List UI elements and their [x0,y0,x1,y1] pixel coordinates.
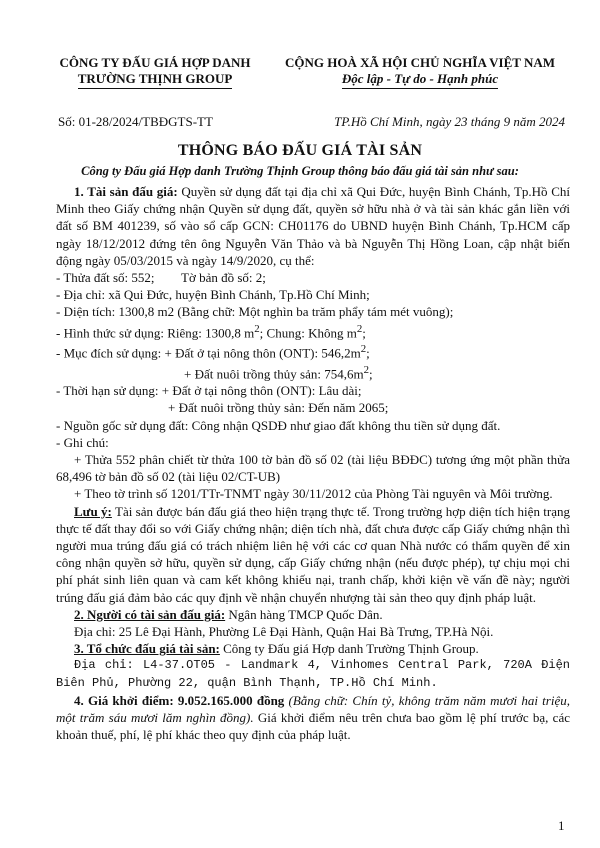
page-number: 1 [558,818,565,833]
term-line-2: + Đất nuôi trồng thủy sản: Đến năm 2065; [168,400,389,416]
section-1-label: 1. Tài sản đấu giá: [74,184,178,199]
caution-label: Lưu ý: [74,503,112,519]
company-name-line1: CÔNG TY ĐẤU GIÁ HỢP DANH [59,55,251,70]
usage-form-private: - Hình thức sử dụng: Riêng: 1300,8 m [56,324,255,340]
map-sheet-number: Tờ bản đồ số: 2; [181,270,266,286]
document-subtitle: Công ty Đấu giá Hợp danh Trường Thịnh Group thông báo đấu giá tài sản như sau: [81,164,519,178]
usage-form-line [56,321,570,342]
section-1-text: Quyền sử dụng đất tại địa chỉ xã Qui Đức, huyện Bình Chánh, Tp.Hồ Chí Minh theo Giấy chứng nhận Quyền sử dụng đất, quyền sở hữu nhà ở và tài sản khác gắn liền với đất số BM 401239, số vào sổ cấp GCN: CH01176 do UBND huyện Bình Chánh, Tp.HCM cấp ngày 18/12/2012 đứng tên ông Nguyễn Văn Thảo và bà Nguyễn Thị Hồng Loan, cập nhật biến động ngày 05/03/2015 và ngày 14/9/2020, cụ thể: [56,184,570,268]
section-4-words: (Bằng chữ: Chín tỷ, không trăm năm mươi hai triệu, một trăm sáu mươi lăm nghìn đồng). [56,692,570,726]
superscript: 2 [363,363,369,376]
purpose-end: ; [369,366,373,382]
section-4 [56,692,570,744]
note-2: + Theo tờ trình số 1201/TTr-TNMT ngày 30/11/2012 của Phòng Tài nguyên và Môi trường. [74,486,553,502]
usage-form-end: ; [362,324,366,340]
country-name: CỘNG HOÀ XÃ HỘI CHỦ NGHĨA VIỆT NAM [284,55,556,70]
superscript: 2 [254,322,260,335]
parcel-line [56,269,570,286]
document-date: TP.Hồ Chí Minh, ngày 23 tháng 9 năm 2024 [334,114,565,129]
document-body [56,183,570,743]
term-line-1: - Thời hạn sử dụng: + Đất ở tại nông thôn (ONT): Lâu dài; [56,383,362,399]
purpose-line-2 [56,362,570,383]
purpose-ont: - Mục đích sử dụng: + Đất ở tại nông thôn (ONT): 546,2m [56,345,361,361]
address-line: - Địa chỉ: xã Qui Đức, huyện Bình Chánh, Tp.Hồ Chí Minh; [56,287,370,303]
section-2-text: Ngân hàng TMCP Quốc Dân. [225,606,383,622]
company-header [40,55,270,89]
national-header [270,55,570,89]
section-2 [56,606,570,623]
national-motto: Độc lập - Tự do - Hạnh phúc [342,71,498,89]
section-3-label: 3. Tổ chức đấu giá tài sản: [74,641,220,657]
note-label: - Ghi chú: [56,434,109,450]
section-1-intro [56,183,570,269]
company-name-line2: TRƯỜNG THỊNH GROUP [78,71,233,89]
section-4-text: Giá khởi điểm nêu trên chưa bao gồm lệ phí trước bạ, các khoản thuế, phí, lệ phí khác theo quy định của pháp luật. [56,710,570,743]
origin-line: - Nguồn gốc sử dụng đất: Công nhận QSDĐ như giao đất không thu tiền sử dụng đất. [56,417,501,433]
caution-text: Tài sản được bán đấu giá theo hiện trạng thực tế. Trong trường hợp diện tích hiện trạng thực tế đất thay đổi so với Giấy chứng nhận; diện tích nhà, đất chưa được cấp Giấy chứng nhận thì người mua trúng đấu giá có trách nhiệm liên hệ với các cơ quan Nhà nước có thẩm quyền để xin công nhận quyền sở hữu, quyền sử dụng, cấp Giấy chứng nhận (nếu được phép), tự chịu mọi chi phí phát sinh liên quan và cam kết không khiếu nại, tranh chấp, khởi kiện về vấn đề này; người trúng đấu giá đảm bảo các quy định về nhận chuyển nhượng tài sản theo quy định pháp luật. [56,503,570,605]
purpose-end: ; [366,345,370,361]
note-1: + Thửa 552 phân chiết từ thửa 100 tờ bản đồ số 02 (tài liệu BĐĐC) tương ứng một phần thửa 68,496 tờ bản đồ số 02 (tài liệu 02/CT-UB) [56,452,570,485]
section-2-label: 2. Người có tài sản đấu giá: [74,606,226,622]
superscript: 2 [356,322,363,335]
section-3-text: Công ty Đấu giá Hợp danh Trường Thịnh Group. [219,641,479,657]
section-2-address: Địa chỉ: 25 Lê Đại Hành, Phường Lê Đại Hành, Quận Hai Bà Trưng, TP.Hà Nội. [74,624,494,640]
usage-form-shared: ; Chung: Không m [259,324,357,340]
superscript: 2 [360,343,367,356]
purpose-line-1 [56,341,570,362]
purpose-aquaculture: + Đất nuôi trồng thủy sản: 754,6m [184,366,364,382]
document-number: Số: 01-28/2024/TBĐGTS-TT [58,114,213,129]
section-4-label: 4. Giá khởi điểm: 9.052.165.000 đồng [74,692,285,708]
caution-paragraph [56,503,570,606]
area-line: - Diện tích: 1300,8 m2 (Bằng chữ: Một nghìn ba trăm phẩy tám mét vuông); [56,304,454,320]
section-3 [56,640,570,657]
parcel-number: - Thửa đất số: 552; [56,270,155,286]
section-3-address: Địa chỉ: L4-37.OT05 - Landmark 4, Vinhomes Central Park, 720A Điện Biên Phủ, Phường 22, quận Bình Thạnh, TP.Hồ Chí Minh. [56,658,570,690]
document-title: THÔNG BÁO ĐẤU GIÁ TÀI SẢN [177,142,423,159]
